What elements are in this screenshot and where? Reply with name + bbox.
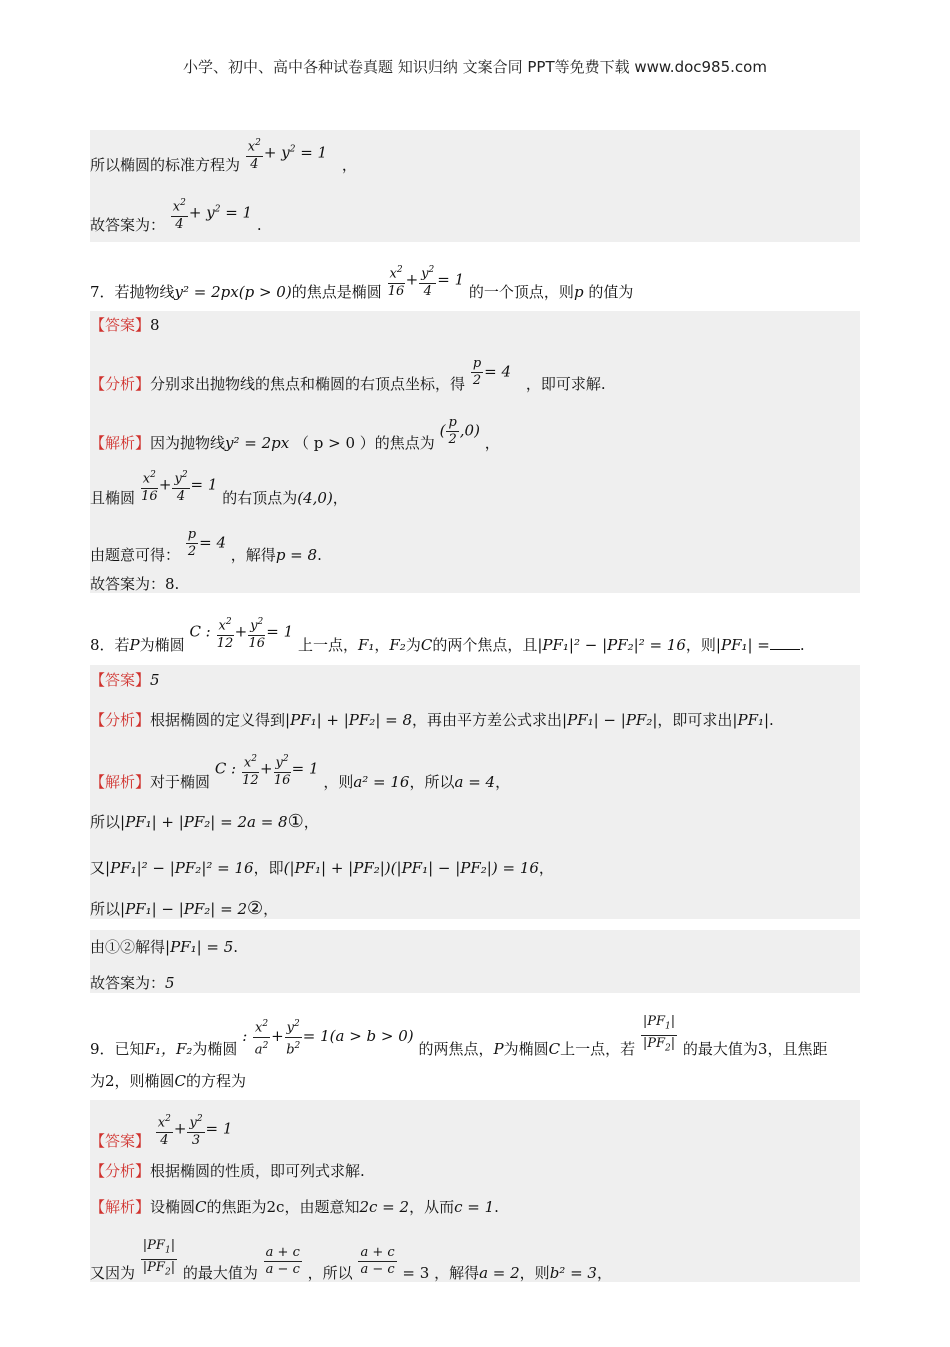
page-header: 小学、初中、高中各种试卷真题 知识归纳 文案合同 PPT等免费下载 www.doc985.com [183,58,767,76]
question-7: 7．若抛物线y² = 2px(p > 0)的焦点是椭圆 $\frac{x^2}{16}$ + $\frac{y^2}{4}$ = 1 的一个顶点，则p 的值为 [90,255,870,305]
question-9: 9．已知F₁，F₂为椭圆 : $\frac{x^2}{a^2}$ + $\frac{y^2}{b^2}$ = 1(a > b > 0) 的两焦点，P为椭圆C上一点，若 $\frac{|PF_1|}{|PF_2|}$ 的最大值为3，且焦距 为2，则椭圆C的方程为 [90,1013,828,1090]
prev-solution-block [90,130,860,242]
q9-solution-block: 【答案】 $\frac{x^2}{4}$ + $\frac{y^2}{3}$ = 1 【分析】根据椭圆的性质，即可列式求解. 【解析】设椭圆C的焦距为2c，由题意知2c = 2，从而c = 1. 又因为 $\frac{|PF_1|}{|PF_2|}$ 的最大值为 $\frac{a + c}{a - c}$ ，所以 $\frac{a + c}{a - c}$ = 3 ，解得a = 2，则b² = 3， [90,1100,860,1282]
question-8: 8．若P为椭圆 C : $\frac{x^2}{12}$ + $\frac{y^2}{16}$ = 1 上一点，F₁，F₂为C的两个焦点，且|PF₁|² − |PF₂|² = 16，则|PF₁| = . [90,600,870,660]
q8-solution-block-2: 由①②解得|PF₁| = 5. 故答案为：5 [90,930,860,993]
q7-solution-block: 【答案】8 【分析】分别求出抛物线的焦点和椭圆的右顶点坐标，得 $\frac{p}{2}$ = 4 ，即可求解. 【解析】因为抛物线y² = 2px （ p > 0 ）的焦点为 ( $\frac{p}{2}$ ,0) ， 且椭圆 $\frac{x^2}{16}$ + $\frac{y^2}{4}$ = 1 的右顶点为(4,0)， 由题意可得： $\frac{p}{2}$ = 4 ，解得p = 8. 故答案为：8. [90,311,860,593]
answer-blank [770,637,800,650]
q8-solution-block-1: 【答案】5 【分析】根据椭圆的定义得到|PF₁| + |PF₂| = 8，再由平方差公式求出|PF₁| − |PF₂|，即可求出|PF₁|. 【解析】对于椭圆 C : $\frac{x^2}{12}$ + $\frac{y^2}{16}$ = 1 ，则a² = 16，所以a = 4， 所以|PF₁| + |PF₂| = 2a = 8①， 又|PF₁|² − |PF₂|² = 16，即(|PF₁| + |PF₂|)(|PF₁| − |PF₂|) = 16， 所以|PF₁| − |PF₂| = 2②， [90,665,860,919]
prev-line-1: 所以椭圆的标准方程为 $\frac{x^2}{4}$ + $y^2 = 1$ ， [90,154,357,175]
prev-line-2: 故答案为： $\frac{x^2}{4}$ + $y^2 = 1$ . [90,214,262,235]
